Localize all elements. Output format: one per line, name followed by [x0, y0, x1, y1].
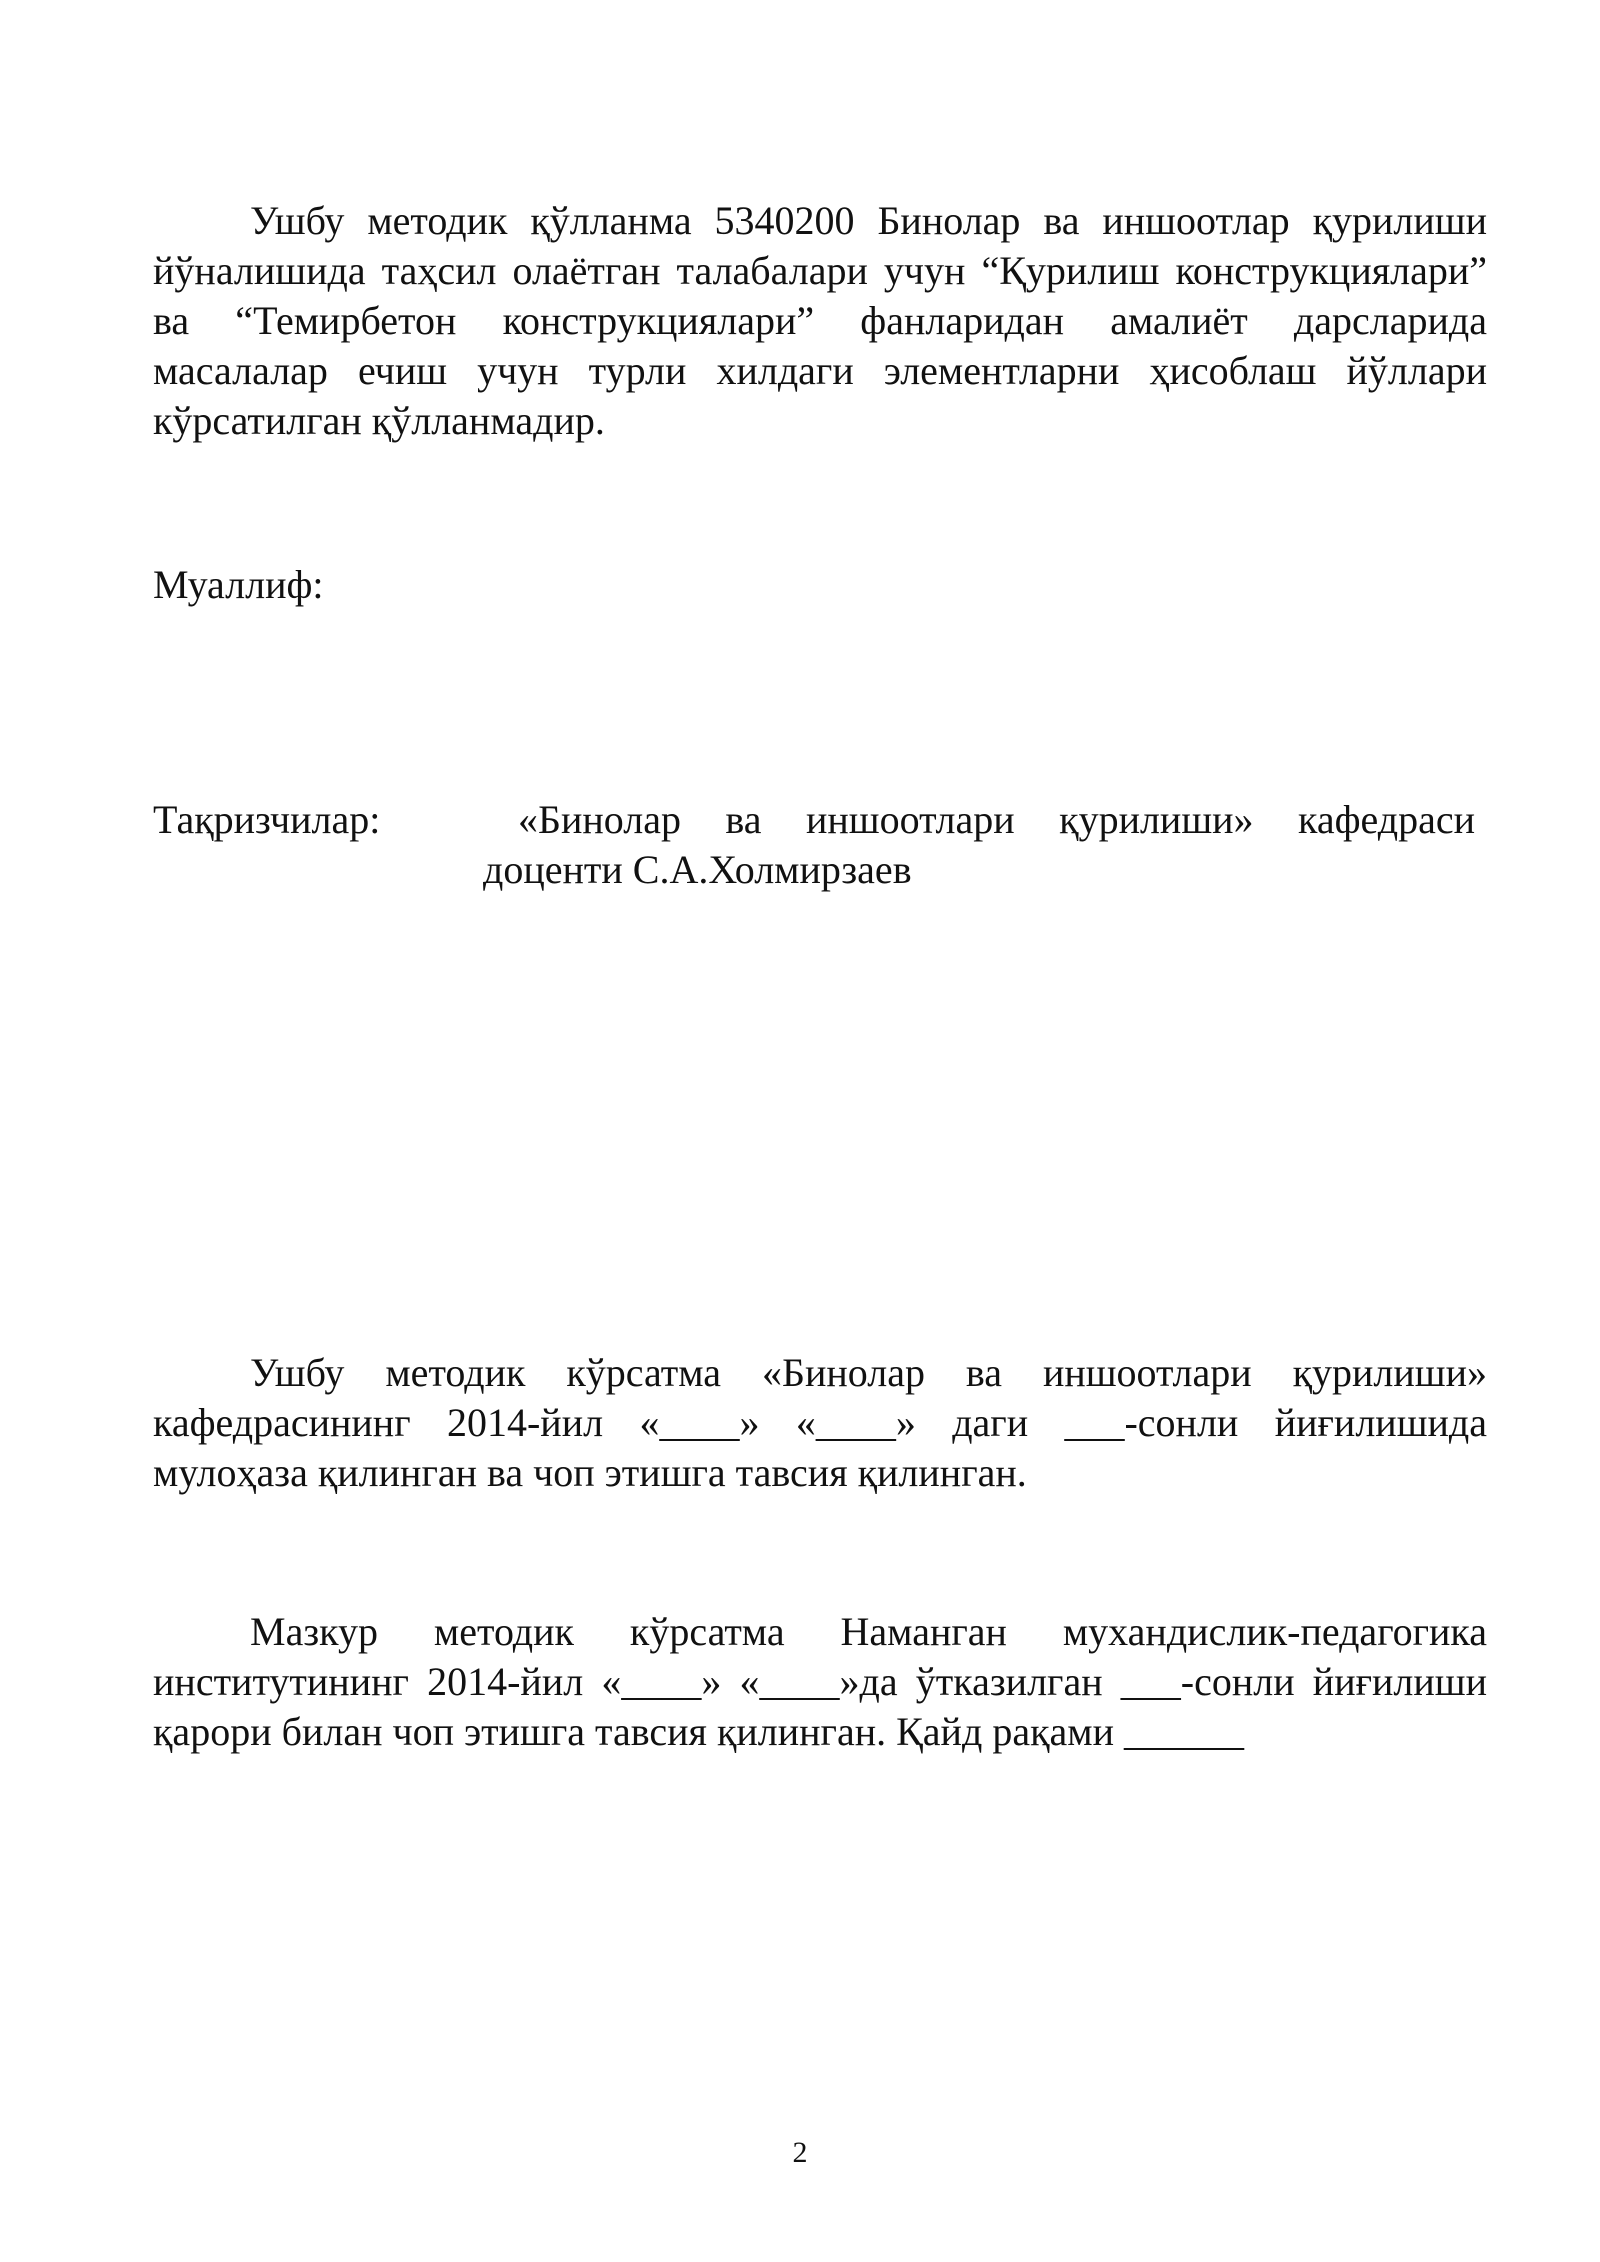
reviewers-label: Тақризчилар: — [153, 797, 381, 842]
reviewers-text: «Бинолар ва иншоотлари қурилиши» кафедраси доценти С.А.Холмирзаев — [483, 797, 1475, 892]
department-approval-paragraph: Ушбу методик кўрсатма «Бинолар ва иншоотлари қурилиши» кафедрасининг 2014-йил «____» «____» даги ___-сонли йиғилишида мулоҳаза қилинган ва чоп этишга тавсия қилинган. — [153, 1350, 1487, 1495]
page-number: 2 — [792, 2136, 808, 2169]
intro-paragraph: Ушбу методик қўлланма 5340200 Бинолар ва иншоотлар қурилиши йўналишида таҳсил олаётган талабалари учун “Қурилиш конструкциялари” ва “Темирбетон конструкциялари” фанларидан амалиёт дарсларида масалалар ечиш учун турли хилдаги элементларни ҳисоблаш йўллари кўрсатилган қўлланмадир. — [153, 198, 1487, 443]
institute-approval-paragraph: Мазкур методик кўрсатма Наманган мухандислик-педагогика институтининг 2014-йил «____» «____»да ўтказилган ___-сонли йиғилиши қарори билан чоп этишга тавсия қилинган. Қайд рақами ______ — [153, 1609, 1487, 1754]
author-label: Муаллиф: — [153, 562, 324, 607]
